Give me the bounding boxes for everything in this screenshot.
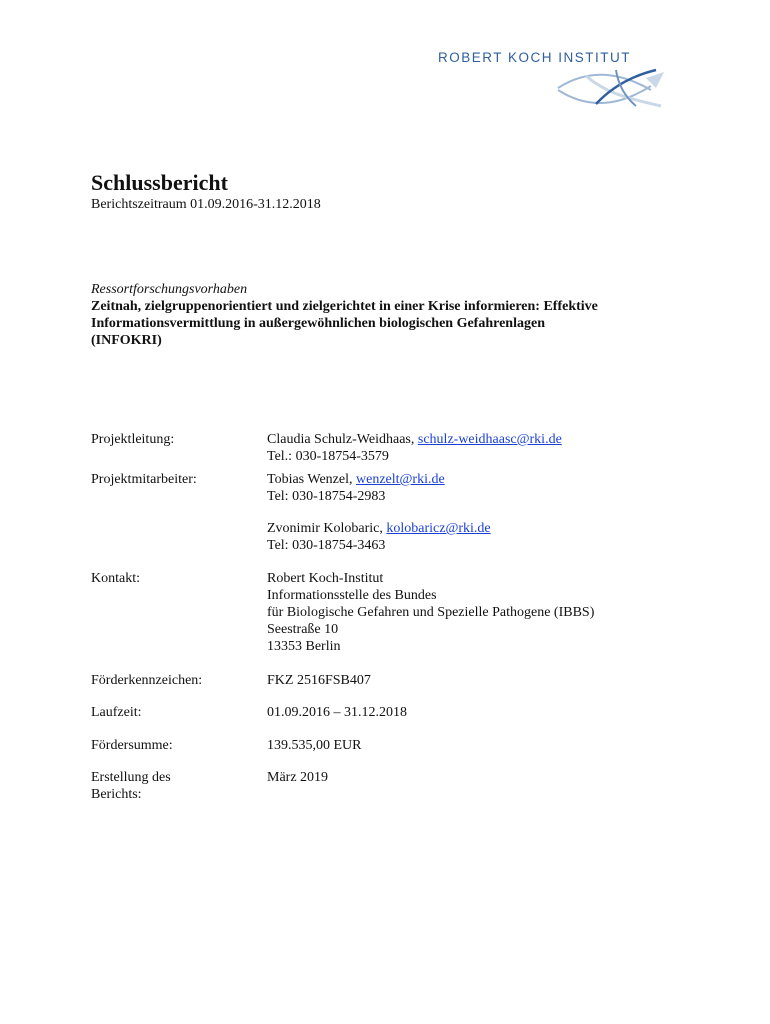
amount-value: 139.535,00 EUR: [267, 738, 362, 753]
lead-phone: Tel.: 030-18754-3579: [267, 449, 389, 464]
report-title: Schlussbericht: [91, 170, 228, 195]
project-title-line: Informationsvermittlung in außergewöhnlichen biologischen Gefahrenlagen: [91, 316, 545, 331]
lead-label: Projektleitung:: [91, 432, 175, 447]
contact-address: [267, 570, 594, 655]
amount-label: Fördersumme:: [91, 738, 173, 753]
duration-label: Laufzeit:: [91, 705, 142, 720]
staff-person2-name-line: [267, 520, 491, 537]
staff-person1-name-line: [267, 471, 445, 488]
created-label-line: Erstellung des: [91, 770, 171, 785]
lead-value: [267, 431, 562, 465]
staff-person2: [267, 520, 491, 554]
project-title-line: (INFOKRI): [91, 333, 162, 348]
contact-line: 13353 Berlin: [267, 639, 341, 654]
staff-label: Projektmitarbeiter:: [91, 472, 197, 487]
duration-value: 01.09.2016 – 31.12.2018: [267, 705, 407, 720]
rki-fish-logo-icon: [556, 68, 666, 108]
created-label-line: Berichts:: [91, 787, 142, 802]
staff-person1-email-link[interactable]: wenzelt@rki.de: [356, 472, 445, 487]
lead-name-line: [267, 431, 562, 448]
funding-code-label: Förderkennzeichen:: [91, 673, 203, 688]
staff-person1-phone: Tel: 030-18754-2983: [267, 489, 386, 504]
contact-line: Seestraße 10: [267, 622, 339, 637]
created-value: März 2019: [267, 770, 329, 785]
staff-person2-email-link[interactable]: kolobaricz@rki.de: [386, 521, 491, 536]
staff-person2-phone: Tel: 030-18754-3463: [267, 538, 386, 553]
contact-line: für Biologische Gefahren und Spezielle Pathogene (IBBS): [267, 605, 595, 620]
project-title-line: Zeitnah, zielgruppenorientiert und zielgerichtet in einer Krise informieren: Effektive: [91, 299, 598, 314]
project-type: Ressortforschungsvorhaben: [91, 282, 248, 297]
staff-person2-name: Zvonimir Kolobaric,: [267, 521, 383, 536]
contact-label: Kontakt:: [91, 571, 140, 586]
funding-code-value: FKZ 2516FSB407: [267, 673, 371, 688]
report-period: Berichtszeitraum 01.09.2016-31.12.2018: [91, 197, 321, 212]
project-title: [91, 298, 691, 349]
contact-line: Informationsstelle des Bundes: [267, 588, 437, 603]
rki-logo: [438, 50, 668, 112]
lead-name: Claudia Schulz-Weidhaas,: [267, 432, 415, 447]
logo-text: ROBERT KOCH INSTITUT: [438, 50, 632, 65]
staff-person1-name: Tobias Wenzel,: [267, 472, 353, 487]
lead-email-link[interactable]: schulz-weidhaasc@rki.de: [417, 432, 562, 447]
contact-line: Robert Koch-Institut: [267, 571, 384, 586]
created-label: [91, 769, 171, 803]
staff-person1: [267, 471, 445, 505]
